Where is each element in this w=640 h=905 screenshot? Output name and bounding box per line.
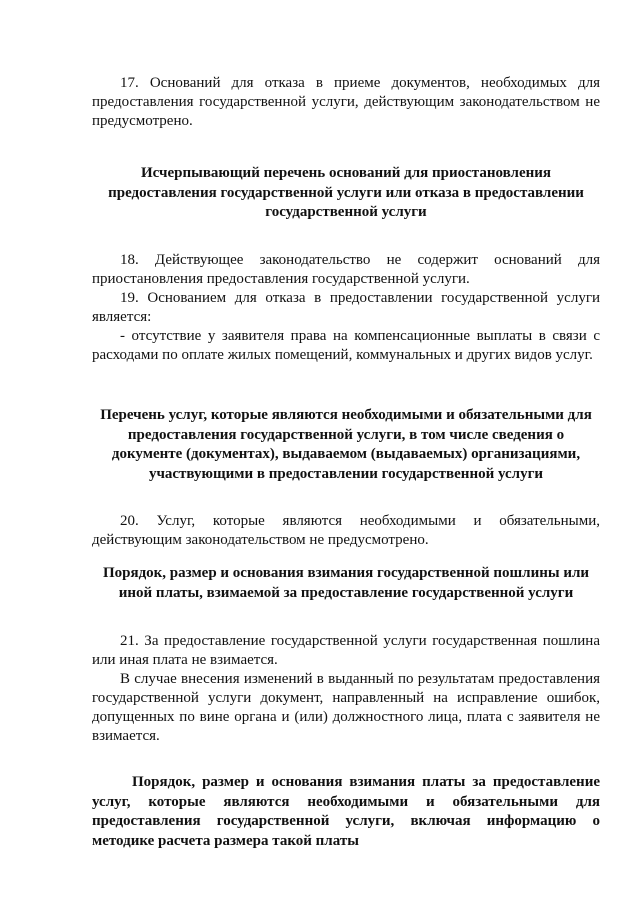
heading-grounds-suspension-refusal: Исчерпывающий перечень оснований для приостановления предоставления государственной услуги или отказа в предоставлении государственной услуги [108, 165, 584, 220]
paragraph-20: 20. Услуг, которые являются необходимыми и обязательными, действующим законодательством не предусмотрено. [92, 513, 600, 548]
heading-state-fee: Порядок, размер и основания взимания государственной пошлины или иной платы, взимаемой за предоставление государственной услуги [102, 565, 590, 601]
paragraph-19-item: - отсутствие у заявителя права на компенсационные выплаты в связи с расходами по оплате жилых помещений, коммунальных и других видов услуг. [92, 328, 600, 363]
heading-fee-for-required-services: Порядок, размер и основания взимания платы за предоставление услуг, которые являются необходимыми и обязательными для предоставления государственной услуги, включая информацию о методике расчета размера такой платы [92, 774, 600, 849]
paragraph-19: 19. Основанием для отказа в предоставлении государственной услуги является: [92, 290, 600, 325]
paragraph-21: 21. За предоставление государственной услуги государственная пошлина или иная плата не взимается. [92, 633, 600, 668]
paragraph-21-fee-exemption: В случае внесения изменений в выданный по результатам предоставления государственной услуги документ, направленный на исправление ошибок, допущенных по вине органа и (или) должностного лица, плата с заявителя не взимается. [92, 671, 600, 744]
paragraph-17: 17. Оснований для отказа в приеме документов, необходимых для предоставления государственной услуги, действующим законодательством не предусмотрено. [92, 75, 600, 129]
paragraph-18: 18. Действующее законодательство не содержит оснований для приостановления предоставления государственной услуги. [92, 252, 600, 287]
heading-required-services: Перечень услуг, которые являются необходимыми и обязательными для предоставления государственной услуги, в том числе сведения о документе (документах), выдаваемом (выдаваемых) организациями, участвующими в предоставлении государственной услуги [100, 407, 592, 482]
